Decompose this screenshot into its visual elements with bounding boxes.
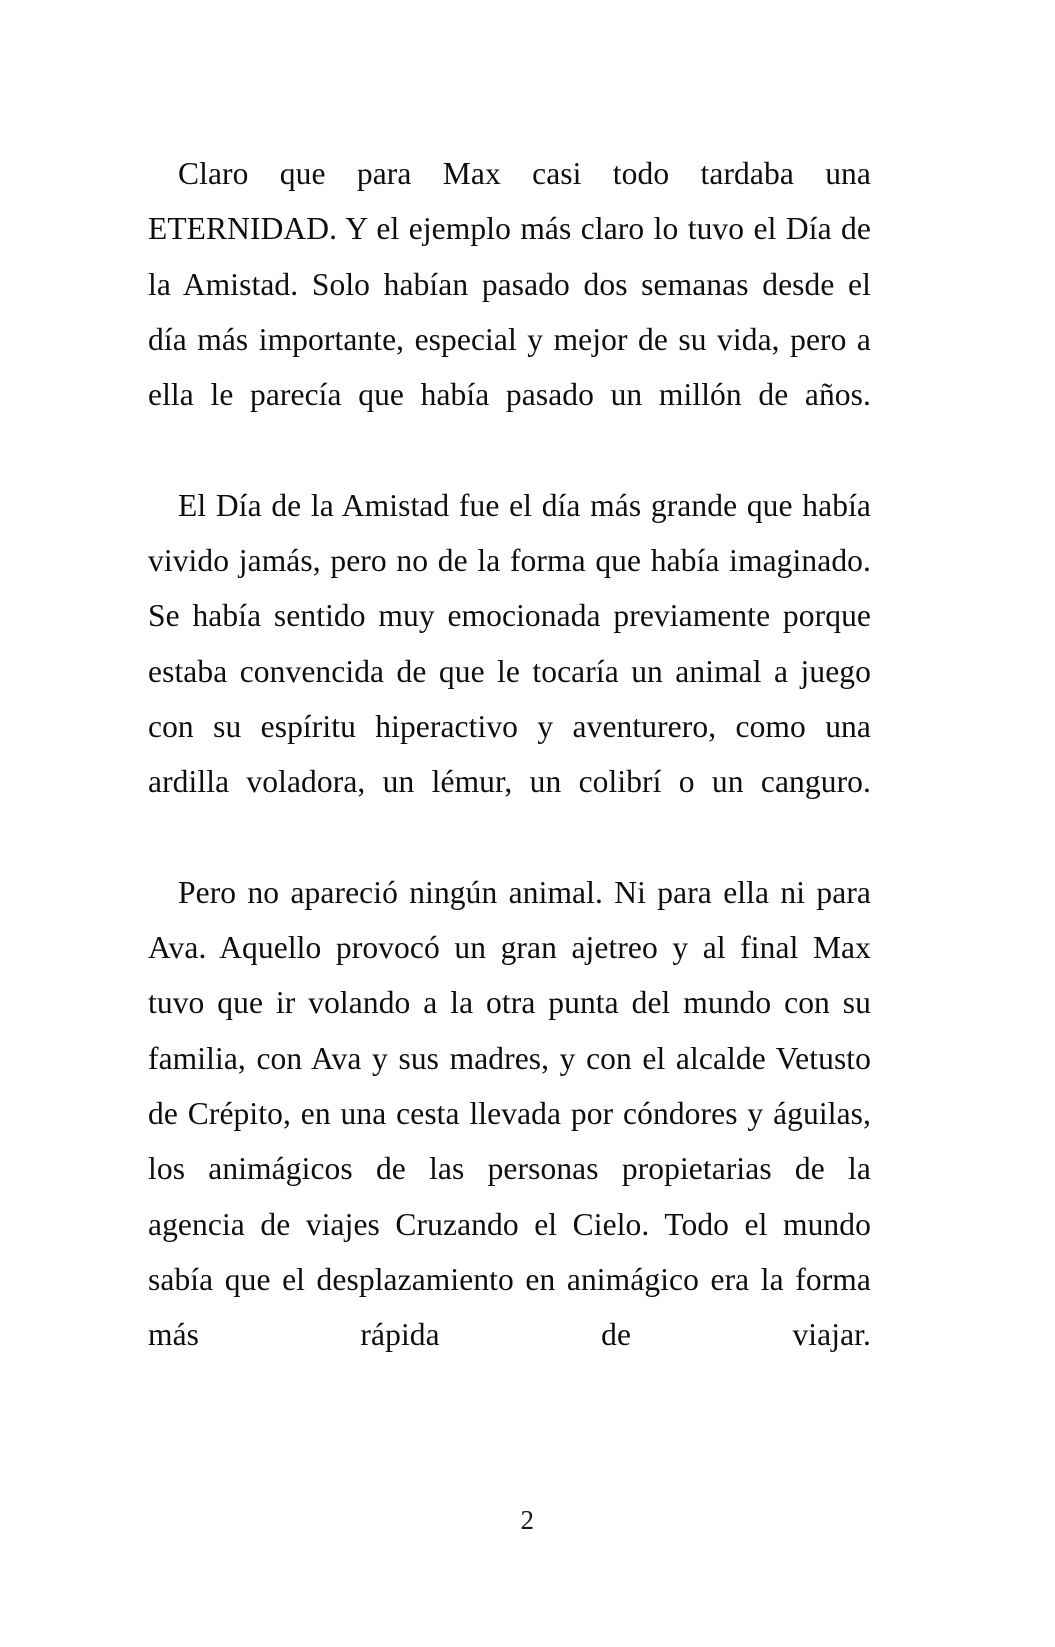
page-number: 2	[520, 1505, 535, 1535]
body-paragraph-2: El Día de la Amistad fue el día más grande que había vivido jamás, pero no de la forma que había imaginado. Se había sentido muy emocionada previamente porque estaba convencida de que le tocaría un animal a juego con su espíritu hiperactivo y aventurero, como una ardilla voladora, un lémur, un colibrí o un canguro.	[148, 487, 871, 800]
body-paragraph-3: Pero no apareció ningún animal. Ni para ella ni para Ava. Aquello provocó un gran ajetreo y al final Max tuvo que ir volando a la otra punta del mundo con su familia, con Ava y sus madres, y con el alcalde Vetusto de Crépito, en una cesta llevada por cóndores y águilas, los animágicos de las personas propietarias de la agencia de viajes Cruzando el Cielo. Todo el mundo sabía que el desplazamiento en animágico era la forma más rápida de viajar.	[148, 874, 871, 1353]
page-text-block	[148, 146, 871, 1418]
body-paragraph-1: Claro que para Max casi todo tardaba una ETERNIDAD. Y el ejemplo más claro lo tuvo el Día de la Amistad. Solo habían pasado dos semanas desde el día más importante, especial y mejor de su vida, pero a ella le parecía que había pasado un millón de años.	[148, 156, 871, 413]
